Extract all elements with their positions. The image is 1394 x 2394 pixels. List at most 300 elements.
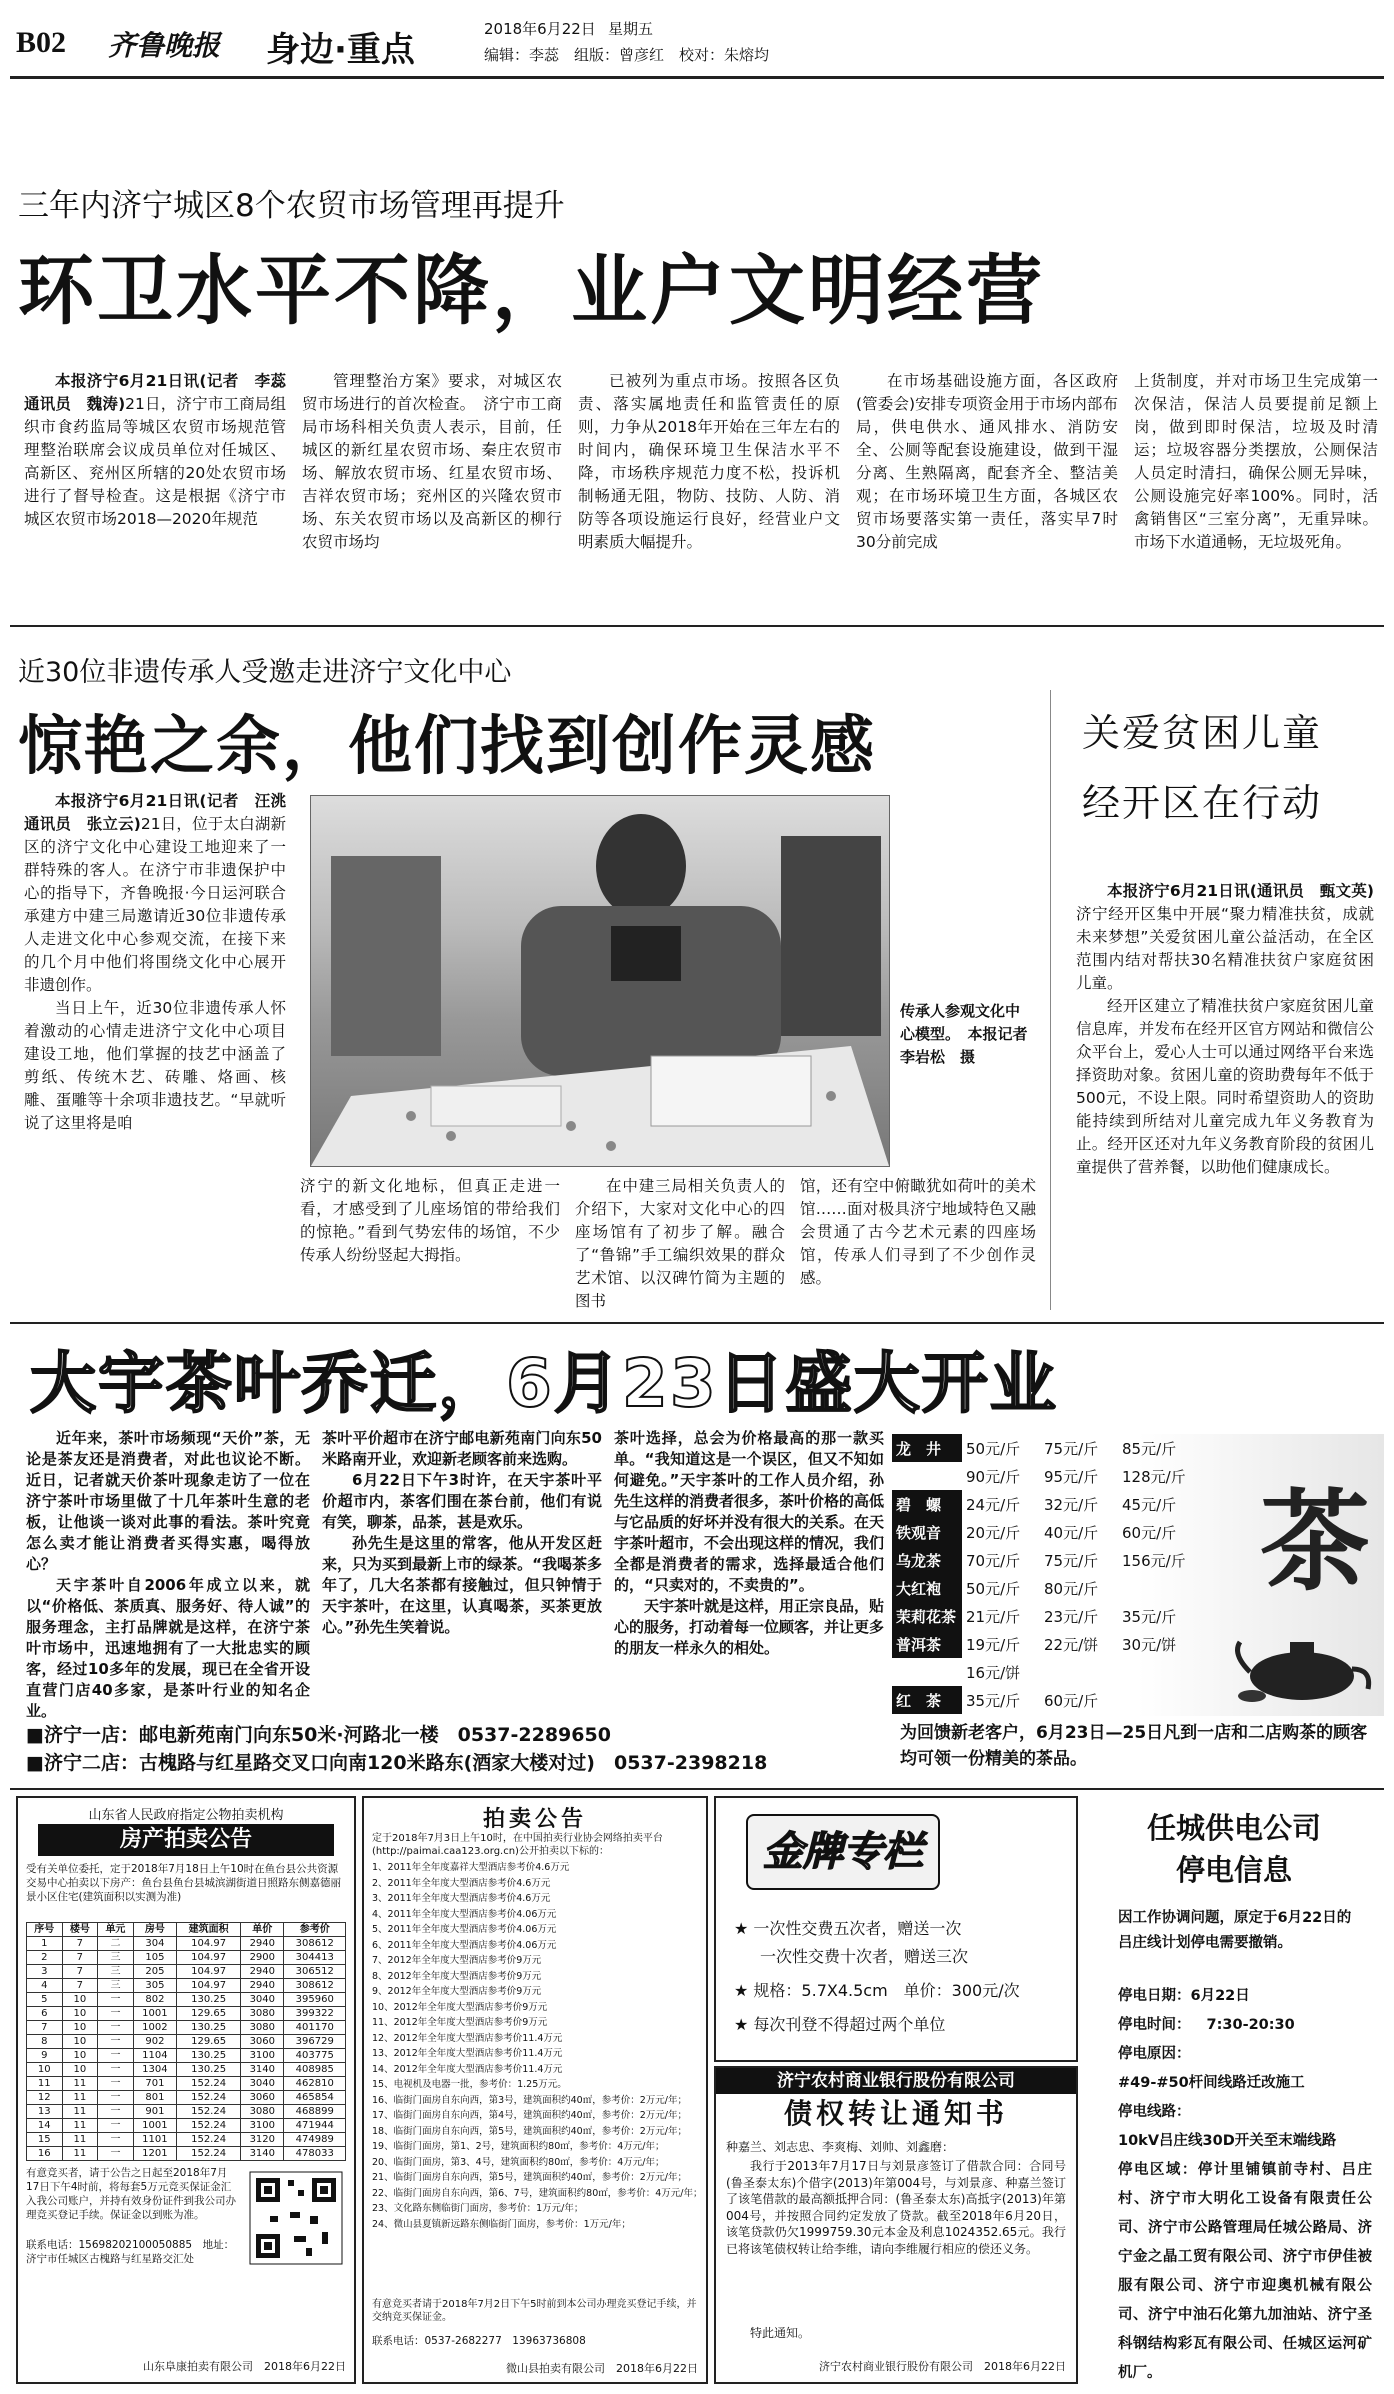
notice-intro: 因工作协调问题，原定于6月22日的吕庄线计划停电需要撤销。	[1118, 1910, 1352, 1951]
table-cell: 3120	[241, 2133, 284, 2147]
tea-price	[1118, 1686, 1196, 1714]
notice-title: 债权转让通知书	[783, 2097, 1008, 2130]
table-cell: 7	[62, 1937, 98, 1951]
article-text: 在中建三局相关负责人的介绍下，大家对文化中心的四座场馆有了初步了解。融合了“鲁锦”手工编织效果的群众艺术馆、以汉碑竹简为主题的图书	[575, 1177, 785, 1310]
list-item: 19、临街门面房，第1、2号，建筑面积约80㎡，参考价：4万元/年；	[372, 2141, 665, 2152]
list-item: 18、临街门面房自东向西，第5号，建筑面积约40㎡，参考价：2万元/年；	[372, 2125, 687, 2137]
table-cell: 130.25	[177, 1993, 241, 2007]
auction-title: 房产拍卖公告	[38, 1824, 334, 1856]
table-row	[27, 2021, 346, 2035]
table-cell: 8	[27, 2035, 63, 2049]
header-divider	[10, 76, 1384, 79]
ad-text: 茶叶选择，总会为价格最高的那一款买单。“我知道这是一个误区，但又不知如何避免。”天宇茶叶的工作人员介绍，孙先生这样的消费者很多，茶叶价格的高低与它品质的好坏并没有很大的关系。在天宇茶叶超市，不会出现这样的情况，我们全都是消费者的需求，选择最适合他们的，“只卖对的，不卖贵的”。	[614, 1429, 885, 1594]
auction-contact: 联系电话：15698202100050885 地址：济宁市任城区古槐路与红星路交汇处	[26, 2239, 235, 2265]
table-cell: 130.25	[177, 2021, 241, 2035]
table-cell: 14	[27, 2119, 63, 2133]
article-heritage	[0, 630, 1050, 1330]
table-cell: 130.25	[177, 2063, 241, 2077]
tea-price: 40元/斤	[1044, 1523, 1099, 1542]
tea-price-row	[892, 1490, 1196, 1518]
article-text: 管理整治方案》要求，对城区农贸市场进行的首次检查。 济宁市工商局市场科相关负责人表示，目前，任城区的新红星农贸市场、秦庄农贸市场、解放农贸市场、红星农贸市场、吉祥农贸市场；兖州区的兴隆农贸市场、东关农贸市场以及高新区的柳行农贸市场均	[302, 372, 562, 551]
list-item: 1、2011年全年度嘉祥大型酒店参考价4.6万元	[372, 1862, 570, 1873]
ad-column	[26, 1428, 310, 1720]
table-cell: 3080	[241, 2007, 284, 2021]
list-item: 10、2012年全年度大型酒店参考价9万元	[372, 2001, 548, 2013]
qr-code-icon	[250, 2172, 342, 2264]
ad-promotion: 为回馈新老客户，6月23日—25日凡到一店和二店购茶的顾客均可领一份精美的茶品。	[900, 1723, 1368, 1769]
power-outage-notice	[1084, 1796, 1384, 2380]
section-title: 身边·重点	[266, 30, 415, 70]
table-cell: 3080	[241, 2021, 284, 2035]
article-kicker: 近30位非遗传承人受邀走进济宁文化中心	[18, 657, 512, 688]
tea-price: 23元/斤	[1044, 1607, 1099, 1626]
tea-price-row	[892, 1462, 1196, 1490]
table-cell: 152.24	[177, 2119, 241, 2133]
table-cell: 2940	[241, 1937, 284, 1951]
table-cell: 10	[62, 2021, 98, 2035]
article-kicker: 三年内济宁城区8个农贸市场管理再提升	[18, 188, 565, 224]
tea-name: 乌龙茶	[892, 1546, 962, 1574]
tea-price: 20元/斤	[966, 1523, 1021, 1542]
table-row	[27, 2063, 346, 2077]
list-item: 7、2012年全年度大型酒店参考价9万元	[372, 1955, 542, 1966]
table-row	[27, 2035, 346, 2049]
bank-name: 济宁农村商业银行股份有限公司	[716, 2068, 1076, 2094]
table-cell: 一	[98, 2007, 134, 2021]
ad-text: 6月22日下午3时许，在天宇茶叶平价超市内，茶客们围在茶台前，他们有说有笑，聊茶，品茶，甚是欢乐。	[322, 1471, 602, 1531]
tea-advertisement	[0, 1326, 1394, 1786]
table-cell: 1201	[133, 2147, 176, 2161]
ad-text: 近年来，茶叶市场频现“天价”茶，无论是茶友还是消费者，对此也议论不断。近日，记者就天价茶叶现象走访了一位在济宁茶叶市场里做了十几年茶叶生意的老板，让他谈一谈对此事的看法。茶叶究竟怎么卖才能让消费者买得实惠，喝得放心？	[26, 1429, 310, 1573]
table-cell: 3060	[241, 2091, 284, 2105]
list-item: 11、2012年全年度大型酒店参考价9万元	[372, 2017, 548, 2028]
notice-title: 停电信息	[1175, 1853, 1292, 1887]
section-divider	[10, 1788, 1384, 1790]
article-column	[800, 1175, 1036, 1325]
table-cell: 1304	[133, 2063, 176, 2077]
table-cell: 104.97	[177, 1965, 241, 1979]
article-text: 上货制度，并对市场卫生完成第一次保洁，保洁人员要提前足额上岗，做到即时保洁，垃圾及时清运；垃圾容器分类摆放，公厕保洁人员定时清扫，确保公厕无异味，公厕设施完好率100%。同时，活禽销售区“三室分离”，无重异味。市场下水道通畅，无垃圾死角。	[1134, 372, 1378, 551]
auction-table	[26, 1922, 346, 2161]
list-item: 14、2012年全年度大型酒店参考价11.4万元	[372, 2063, 563, 2075]
field-label: 停电时间：	[1118, 2017, 1191, 2033]
tea-price: 45元/斤	[1122, 1495, 1177, 1514]
issue-date: 2018年6月22日	[484, 20, 596, 38]
tea-price: 128元/斤	[1122, 1467, 1186, 1486]
tea-price: 24元/斤	[966, 1495, 1021, 1514]
list-item: 3、2011年全年度大型酒店参考价4.6万元	[372, 1893, 551, 1904]
table-cell: 902	[133, 2035, 176, 2049]
table-cell: 104.97	[177, 1979, 241, 1993]
table-cell: 104.97	[177, 1937, 241, 1951]
article-text: 当日上午，近30位非遗传承人怀着激动的心情走进济宁文化中心项目建设工地，他们掌握的技艺中涵盖了剪纸、传统木艺、砖雕、烙画、核雕、蛋雕等十余项非遗技艺。“早就听说了这里将是咱	[24, 999, 286, 1132]
table-cell: 11	[27, 2077, 63, 2091]
list-item: 20、临街门面房，第3、4号，建筑面积约80㎡，参考价：4万元/年；	[372, 2156, 665, 2168]
table-cell: 10	[62, 2007, 98, 2021]
table-row	[27, 1965, 346, 1979]
table-cell: 3040	[241, 2077, 284, 2091]
table-cell: 403775	[284, 2049, 346, 2063]
list-item: 16、临街门面房自东向西，第3号，建筑面积约40㎡，参考价：2万元/年；	[372, 2094, 687, 2106]
tea-name: 大红袍	[892, 1574, 962, 1602]
table-cell: 306512	[284, 1965, 346, 1979]
tea-name: 茉莉花茶	[892, 1602, 962, 1630]
tea-price-row	[892, 1630, 1196, 1658]
list-item: 22、临街门面房自东向西，第6、7号，建筑面积约80㎡，参考价：4万元/年；	[372, 2187, 703, 2199]
tea-price: 95元/斤	[1044, 1467, 1099, 1486]
ad-text: 天宇茶叶自2006年成立以来，就以“价格低、茶质真、服务好、待人诚”的服务理念，主打品牌就是这样，在济宁茶叶市场中，迅速地拥有了一大批忠实的顾客，经过10多年的发展，现已在全省开设直营门店40多家，是茶叶行业的知名企业。	[26, 1576, 310, 1720]
table-cell: 305	[133, 1979, 176, 1993]
article-byline: 本报济宁6月21日讯(记者 汪洮 通讯员 张立云)	[24, 792, 302, 833]
ad-text: 孙先生是这里的常客，他从开发区赶来，只为买到最新上市的绿茶。“我喝茶多年了，几大名茶都有接触过，但只钟情于天宇茶叶，在这里，认真喝茶，买茶更放心。”孙先生笑着说。	[322, 1534, 602, 1636]
article-byline: 本报济宁6月21日讯(通讯员 甄文英)	[1107, 882, 1374, 900]
table-cell: 16	[27, 2147, 63, 2161]
table-cell: 802	[133, 1993, 176, 2007]
table-cell: 7	[62, 1951, 98, 1965]
table-cell: 152.24	[177, 2147, 241, 2161]
ad-column	[614, 1428, 884, 1708]
house-auction-notice	[16, 1796, 356, 2384]
tea-price: 50元/斤	[966, 1439, 1021, 1458]
list-item: 21、临街门面房自东向西，第5号，建筑面积约40㎡，参考价：2万元/年；	[372, 2172, 687, 2183]
table-cell: 一	[98, 2021, 134, 2035]
tea-price: 80元/斤	[1044, 1579, 1099, 1598]
table-cell: 471944	[284, 2119, 346, 2133]
article-text: 21日，济宁市工商局组织市食药监局等城区农贸市场规范管理整治联席会议成员单位对任城区、高新区、兖州区所辖的20处农贸市场进行了督导检查。这是根据《济宁市城区农贸市场2018—2020年规范	[24, 395, 286, 528]
table-cell: 二	[98, 1937, 134, 1951]
table-cell: 152.24	[177, 2105, 241, 2119]
table-row	[27, 2105, 346, 2119]
tea-price: 60元/斤	[1044, 1691, 1099, 1710]
table-cell: 11	[62, 2119, 98, 2133]
tea-price: 16元/饼	[966, 1663, 1021, 1682]
tea-price: 75元/斤	[1044, 1439, 1099, 1458]
outage-date-row	[1118, 1982, 1372, 2011]
table-cell: 一	[98, 2049, 134, 2063]
table-cell: 129.65	[177, 2035, 241, 2049]
auction-intro: 定于2018年7月3日上午10时，在中国拍卖行业协会网络拍卖平台(http://paimai.caa123.org.cn)公开拍卖以下标的：	[372, 1833, 663, 1857]
tea-price-panel	[892, 1434, 1384, 1716]
section-divider	[10, 1322, 1384, 1324]
table-cell: 一	[98, 2035, 134, 2049]
ad-text: 天宇茶叶就是这样，用正宗良品，贴心的服务，打动着每一位顾客，并让更多的朋友一样永久的相处。	[614, 1597, 885, 1657]
table-cell: 3060	[241, 2035, 284, 2049]
tea-price: 75元/斤	[1044, 1551, 1099, 1570]
store-address: ■济宁二店：古槐路与红星路交叉口向南120米路东(酒家大楼对过) 0537-2398218	[26, 1752, 768, 1774]
table-cell: 6	[27, 2007, 63, 2021]
article-headline: 经开区在行动	[1082, 781, 1323, 825]
tea-price: 85元/斤	[1122, 1439, 1177, 1458]
table-cell: 3100	[241, 2119, 284, 2133]
tea-price-row	[892, 1574, 1196, 1602]
article-text: 济宁经开区集中开展“聚力精准扶贫，成就未来梦想”关爱贫困儿童公益活动，在全区范围内结对帮扶30名精准扶贫户家庭贫困儿童。	[1076, 905, 1374, 992]
notice-body: 我行于2013年7月17日与刘景彦签订了借款合同：合同号(鲁圣泰太东)个借字(2013)年第004号，与刘景彦、种嘉兰签订了该笔借款的最高额抵押合同：(鲁圣泰太东)高抵字(2013)年第004号，并按照合同约定发放了贷款。截至2018年6月20日，该笔贷款仍欠1999759.30元本金及利息1024352.65元。我行已将该笔债权转让给李维，请向李维履行相应的偿还义务。	[726, 2159, 1066, 2256]
auction-footer: 山东阜康拍卖有限公司 2018年6月22日	[143, 2360, 346, 2373]
article-headline: 惊艳之余，他们找到创作灵感	[18, 710, 876, 784]
tea-price: 156元/斤	[1122, 1551, 1186, 1570]
table-cell: 13	[27, 2105, 63, 2119]
auction-footer: 微山县拍卖有限公司 2018年6月22日	[506, 2362, 698, 2375]
table-header-cell: 建筑面积	[177, 1923, 241, 1937]
table-row	[27, 1951, 346, 1965]
tea-name: 铁观音	[892, 1518, 962, 1546]
outage-line: 10kV吕庄线30D开关至末端线路	[1118, 2133, 1337, 2149]
table-cell: 478033	[284, 2147, 346, 2161]
auction-org: 山东省人民政府指定公物拍卖机构	[88, 1808, 284, 1823]
gold-column-line: ★ 一次性交费五次者，赠送一次	[734, 1919, 962, 1938]
outage-reason: #49-#50杆间线路迁改施工	[1118, 2075, 1305, 2091]
table-header-cell: 单价	[241, 1923, 284, 1937]
list-item: 23、文化路东侧临街门面房，参考价：1万元/年；	[372, 2203, 584, 2214]
tea-price-row	[892, 1434, 1196, 1462]
tea-price-row	[892, 1518, 1196, 1546]
table-cell: 7	[62, 1979, 98, 1993]
tea-price: 35元/斤	[966, 1691, 1021, 1710]
tea-price-row	[892, 1602, 1196, 1630]
table-cell: 399322	[284, 2007, 346, 2021]
field-label: 停电线路：	[1118, 2104, 1191, 2120]
notice-recipients: 种嘉兰、刘志忠、李爽梅、刘帅、刘鑫磨：	[726, 2140, 955, 2154]
table-cell: 701	[133, 2077, 176, 2091]
tea-price: 22元/饼	[1044, 1635, 1099, 1654]
field-label: 停电日期：	[1118, 1988, 1191, 2004]
article-column	[300, 1175, 560, 1325]
auction-intro: 受有关单位委托，定于2018年7月18日上午10时在鱼台县公共资源交易中心拍卖以下房产：鱼台县鱼台县城滨湖街道日照路东侧嘉德丽景小区住宅(建筑面积以实测为准)	[26, 1863, 341, 1903]
list-item: 12、2012年全年度大型酒店参考价11.4万元	[372, 2032, 563, 2044]
table-cell: 308612	[284, 1937, 346, 1951]
article-text: 济宁的新文化地标，但真正走进一看，才感受到了儿座场馆的带给我们的惊艳。”看到气势宏伟的场馆，不少传承人纷纷竖起大拇指。	[300, 1177, 560, 1264]
article-byline: 本报济宁6月21日讯(记者 李蕊 通讯员 魏涛)	[24, 372, 302, 413]
field-label: 停电区域：	[1118, 2162, 1198, 2178]
table-cell: 11	[62, 2091, 98, 2105]
list-item: 24、微山县夏镇新远路东侧临街门面房，参考价：1万元/年；	[372, 2218, 631, 2230]
list-item: 2、2011年全年度大型酒店参考价4.6万元	[372, 1877, 551, 1889]
table-cell: 11	[62, 2147, 98, 2161]
tea-name: 碧 螺	[892, 1490, 962, 1518]
table-cell: 一	[98, 2063, 134, 2077]
tea-price: 50元/斤	[966, 1579, 1021, 1598]
table-cell: 三	[98, 1951, 134, 1965]
notice-closing: 特此通知。	[750, 2326, 811, 2340]
tea-price	[1118, 1574, 1196, 1602]
issue-weekday: 星期五	[608, 20, 654, 38]
table-cell: 304413	[284, 1951, 346, 1965]
article-poverty-children	[1062, 680, 1382, 1320]
auction-notes: 有意竞买者请于2018年7月2日下午5时前到本公司办理竞买登记手续，并交纳竞买保证金。	[372, 2299, 697, 2323]
tea-name: 红 茶	[892, 1686, 962, 1714]
article-headline: 环卫水平不降，业户文明经营	[18, 246, 1045, 335]
table-cell: 395960	[284, 1993, 346, 2007]
table-cell: 一	[98, 1993, 134, 2007]
list-item: 4、2011年全年度大型酒店参考价4.06万元	[372, 1908, 557, 1920]
table-cell: 三	[98, 1965, 134, 1979]
photo-illustration	[311, 796, 889, 1166]
outage-details	[1118, 1982, 1372, 2388]
table-cell: 152.24	[177, 2077, 241, 2091]
tea-price-row	[892, 1658, 1196, 1686]
table-cell: 10	[62, 2035, 98, 2049]
table-row	[27, 1937, 346, 1951]
table-row	[27, 1979, 346, 1993]
table-cell: 468899	[284, 2105, 346, 2119]
gold-column-ad	[714, 1796, 1078, 2062]
table-cell: 3040	[241, 1993, 284, 2007]
table-header-cell: 序号	[27, 1923, 63, 1937]
table-cell: 129.65	[177, 2007, 241, 2021]
table-cell: 10	[62, 2063, 98, 2077]
table-cell: 408985	[284, 2063, 346, 2077]
table-cell: 2	[27, 1951, 63, 1965]
article-text: 经开区建立了精准扶贫户家庭贫困儿童信息库，并发布在经开区官方网站和微信公众平台上，爱心人士可以通过网络平台来选择资助对象。贫困儿童的资助费每年不低于500元，不设上限。同时希望资助人的资助能持续到所结对儿童完成九年义务教育为止。经开区还对九年义务教育阶段的贫困儿童提供了营养餐，以助他们健康成长。	[1076, 997, 1374, 1176]
table-cell: 1101	[133, 2133, 176, 2147]
table-row	[27, 2049, 346, 2063]
table-cell: 3140	[241, 2147, 284, 2161]
gold-column-title-text: 金牌专栏	[763, 1828, 923, 1875]
staff-credits: 编辑：李蕊 组版：曾彦红 校对：朱熔均	[484, 46, 770, 64]
tea-price: 35元/斤	[1122, 1607, 1177, 1626]
table-cell: 1104	[133, 2049, 176, 2063]
table-cell: 10	[27, 2063, 63, 2077]
gold-column-line: ★ 每次刊登不得超过两个单位	[734, 2015, 946, 2034]
tea-price: 19元/斤	[966, 1635, 1021, 1654]
list-item: 15、电视机及电器一批，参考价：1.25万元。	[372, 2079, 567, 2090]
table-cell: 一	[98, 2077, 134, 2091]
list-item: 5、2011年全年度大型酒店参考价4.06万元	[372, 1924, 557, 1935]
photo-caption: 传承人参观文化中心模型。 本报记者 李岩松 摄	[900, 1002, 1043, 1066]
table-cell: 304	[133, 1937, 176, 1951]
tea-name	[892, 1658, 962, 1686]
table-cell: 1001	[133, 2119, 176, 2133]
table-cell: 901	[133, 2105, 176, 2119]
table-row	[27, 2007, 346, 2021]
table-cell: 205	[133, 1965, 176, 1979]
table-cell: 10	[62, 1993, 98, 2007]
tea-price: 90元/斤	[966, 1467, 1021, 1486]
auction-contact: 联系电话：0537-2682277 13963736808	[372, 2335, 586, 2347]
table-cell: 7	[27, 2021, 63, 2035]
table-cell: 2940	[241, 1965, 284, 1979]
table-cell: 一	[98, 2133, 134, 2147]
auction-title: 拍卖公告	[482, 1807, 587, 1832]
store-address: ■济宁一店：邮电新苑南门向东50米·河路北一楼 0537-2289650	[26, 1724, 611, 1746]
tea-price	[1118, 1658, 1196, 1686]
table-cell: 474989	[284, 2133, 346, 2147]
table-cell: 11	[62, 2105, 98, 2119]
table-header-cell: 参考价	[284, 1923, 346, 1937]
list-item: 17、临街门面房自东向西，第4号，建筑面积约40㎡，参考价：2万元/年；	[372, 2110, 687, 2121]
notice-title: 任城供电公司	[1146, 1811, 1321, 1845]
tea-price: 30元/饼	[1122, 1635, 1177, 1654]
teapot-icon	[1232, 1614, 1372, 1704]
list-item: 8、2012年全年度大型酒店参考价9万元	[372, 1970, 542, 1982]
table-cell: 1002	[133, 2021, 176, 2035]
article-column	[1076, 880, 1374, 1320]
outage-area: 停计里铺镇前寺村、吕庄村、济宁市大明化工设备有限责任公司、济宁市公路管理局任城公路局、济宁金之晶工贸有限公司、济宁市伊佳被服有限公司、济宁市迎奥机械有限公司、济宁中油石化第九加油站、济宁圣科钢结构彩瓦有限公司、任城区运河矿机厂。	[1118, 2162, 1373, 2381]
tea-price-row	[892, 1686, 1196, 1714]
tea-price: 70元/斤	[966, 1551, 1021, 1570]
table-cell: 2940	[241, 1979, 284, 1993]
table-cell: 152.24	[177, 2091, 241, 2105]
table-cell: 5	[27, 1993, 63, 2007]
table-cell: 一	[98, 2105, 134, 2119]
general-auction-notice	[362, 1796, 708, 2384]
tea-name	[892, 1462, 962, 1490]
table-cell: 3080	[241, 2105, 284, 2119]
table-cell: 3	[27, 1965, 63, 1979]
table-cell: 3140	[241, 2063, 284, 2077]
table-row	[27, 2147, 346, 2161]
tea-price: 21元/斤	[966, 1607, 1021, 1626]
table-cell: 401170	[284, 2021, 346, 2035]
table-cell: 一	[98, 2119, 134, 2133]
table-cell: 4	[27, 1979, 63, 1993]
table-cell: 1001	[133, 2007, 176, 2021]
column-divider	[1050, 690, 1051, 1310]
table-cell: 152.24	[177, 2133, 241, 2147]
table-cell: 462810	[284, 2077, 346, 2091]
auction-item-list	[372, 1860, 703, 2232]
table-cell: 130.25	[177, 2049, 241, 2063]
article-column	[1134, 370, 1378, 700]
ad-headline: 大宇茶叶乔迁，6月23日盛大开业	[30, 1345, 1058, 1422]
table-cell: 3100	[241, 2049, 284, 2063]
table-row	[27, 2077, 346, 2091]
table-cell: 12	[27, 2091, 63, 2105]
table-header-cell: 房号	[133, 1923, 176, 1937]
ad-column	[322, 1428, 602, 1708]
page-number: B02	[16, 26, 67, 59]
outage-date: 6月22日	[1190, 1988, 1250, 2004]
ad-text: 茶叶平价超市在济宁邮电新苑南门向东50米路南开业，欢迎新老顾客前来选购。	[322, 1429, 602, 1468]
tea-price-table	[892, 1434, 1196, 1714]
gold-column-line: 一次性交费十次者，赠送三次	[760, 1947, 969, 1966]
table-row	[27, 1993, 346, 2007]
table-cell: 9	[27, 2049, 63, 2063]
gold-column-title	[746, 1814, 940, 1890]
tea-price	[1040, 1658, 1118, 1686]
article-text: 已被列为重点市场。按照各区负责、落实属地责任和监管责任的原则，力争从2018年开始在三年左右的时间内，确保环境卫生保洁水平不降，市场秩序规范力度不松，投诉机制畅通无阻，物防、技防、人防、消防等各项设施运行良好，经营业户文明素质大幅提升。	[578, 372, 840, 551]
tea-price: 32元/斤	[1044, 1495, 1099, 1514]
news-photo	[310, 795, 890, 1167]
table-row	[27, 2119, 346, 2133]
article-text: 在市场基础设施方面，各区政府(管委会)安排专项资金用于市场内部布局，供电供水、通风排水、消防安全、公厕等配套设施建设，做到干湿分离、生熟隔离，配套齐全、整洁美观；在市场环境卫生方面，各城区农贸市场要落实第一责任，落实早7时30分前完成	[856, 372, 1118, 551]
tea-name: 普洱茶	[892, 1630, 962, 1658]
section-divider	[10, 625, 1384, 627]
gold-column-line: ★ 规格：5.7X4.5cm 单价：300元/次	[734, 1981, 1020, 2000]
table-cell: 104.97	[177, 1951, 241, 1965]
bank-transfer-notice	[714, 2066, 1078, 2384]
outage-time-row	[1118, 2011, 1372, 2040]
outage-area-row	[1118, 2156, 1372, 2388]
field-label: 停电原因：	[1118, 2046, 1191, 2062]
list-item: 6、2011年全年度大型酒店参考价4.06万元	[372, 1939, 557, 1951]
table-row	[27, 2091, 346, 2105]
auction-notes: 有意竞买者，请于公告之日起至2018年7月17日下午4时前，将每套5万元竞买保证金汇入我公司账户，并持有效身份证件到我公司办理竞买登记手续。保证金以到账为准。	[26, 2167, 236, 2221]
list-item: 13、2012年全年度大型酒店参考价11.4万元	[372, 2048, 563, 2059]
article-headline: 关爱贫困儿童	[1082, 711, 1323, 755]
article-column	[24, 790, 302, 1325]
table-cell: 三	[98, 1979, 134, 1993]
paper-name: 齐鲁晚报	[108, 29, 221, 62]
table-cell: 105	[133, 1951, 176, 1965]
table-row	[27, 2133, 346, 2147]
page-header	[0, 0, 1394, 70]
table-cell: 1	[27, 1937, 63, 1951]
outage-time: 7:30-20:30	[1206, 2017, 1295, 2033]
article-column	[575, 1175, 785, 1325]
table-cell: 10	[62, 2049, 98, 2063]
table-cell: 7	[62, 1965, 98, 1979]
